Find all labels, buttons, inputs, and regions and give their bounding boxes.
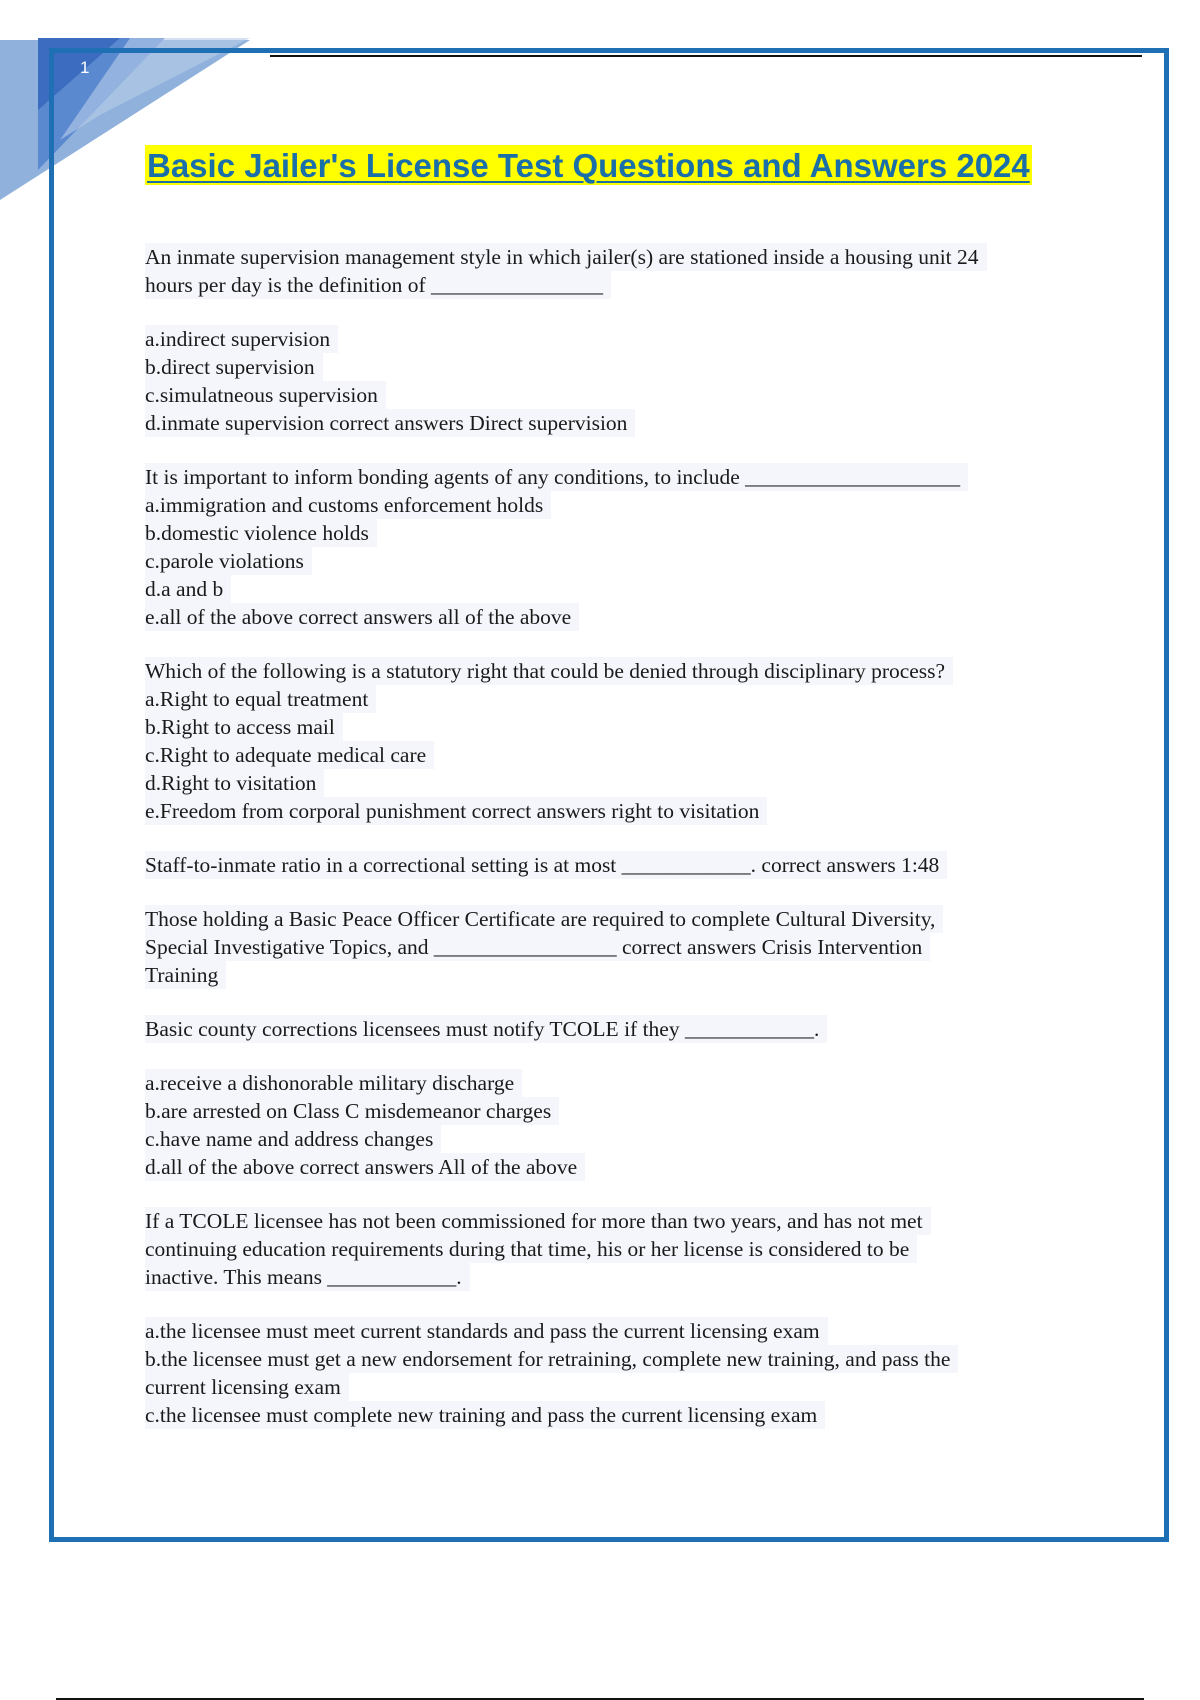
answer-option: b.Right to access mail: [145, 713, 343, 741]
question-text: Which of the following is a statutory right that could be denied through disciplinary process?: [145, 657, 953, 685]
answer-option: d.Right to visitation: [145, 769, 324, 797]
question-text: inactive. This means ____________.: [145, 1263, 470, 1291]
answer-option: c.simulatneous supervision: [145, 381, 386, 409]
question-block: [145, 1207, 1090, 1291]
answer-option: a.receive a dishonorable military discharge: [145, 1069, 522, 1097]
question-block: [145, 1015, 1090, 1043]
answer-option: c.have name and address changes: [145, 1125, 441, 1153]
question-block: [145, 463, 1090, 631]
answer-option: e.Freedom from corporal punishment correct answers right to visitation: [145, 797, 767, 825]
question-block: [145, 905, 1090, 989]
answer-option: b.domestic violence holds: [145, 519, 377, 547]
page-number: 1: [80, 58, 90, 77]
answer-option: b.are arrested on Class C misdemeanor charges: [145, 1097, 559, 1125]
question-text: An inmate supervision management style in which jailer(s) are stationed inside a housing unit 24: [145, 243, 987, 271]
answer-option: c.parole violations: [145, 547, 312, 575]
question-text: If a TCOLE licensee has not been commissioned for more than two years, and has not met: [145, 1207, 931, 1235]
question-text: Basic county corrections licensees must notify TCOLE if they ____________.: [145, 1015, 827, 1043]
question-text: Special Investigative Topics, and _________________ correct answers Crisis Intervention: [145, 933, 930, 961]
question-block: [145, 243, 1090, 299]
document-title: Basic Jailer's License Test Questions and Answers 2024: [147, 147, 1030, 184]
question-text: Training: [145, 961, 226, 989]
question-text: hours per day is the definition of ________________: [145, 271, 611, 299]
question-block: [145, 657, 1090, 825]
question-list: [145, 243, 1090, 1455]
answer-options: [145, 1317, 1090, 1429]
answer-option: e.all of the above correct answers all of the above: [145, 603, 579, 631]
answer-option: current licensing exam: [145, 1373, 349, 1401]
question-text: It is important to inform bonding agents of any conditions, to include ____________________: [145, 463, 968, 491]
answer-option: d.a and b: [145, 575, 231, 603]
answer-option: d.inmate supervision correct answers Direct supervision: [145, 409, 635, 437]
question-text: Those holding a Basic Peace Officer Certificate are required to complete Cultural Diversity,: [145, 905, 943, 933]
answer-options: [145, 325, 1090, 437]
answer-option: a.Right to equal treatment: [145, 685, 376, 713]
answer-option: d.all of the above correct answers All of the above: [145, 1153, 585, 1181]
answer-option: b.the licensee must get a new endorsement for retraining, complete new training, and pass the: [145, 1345, 958, 1373]
answer-option: a.immigration and customs enforcement holds: [145, 491, 551, 519]
question-text: continuing education requirements during that time, his or her license is considered to be: [145, 1235, 917, 1263]
answer-option: b.direct supervision: [145, 353, 323, 381]
answer-option: c.the licensee must complete new training and pass the current licensing exam: [145, 1401, 825, 1429]
answer-options: [145, 1069, 1090, 1181]
question-block: [145, 851, 1090, 879]
answer-option: a.indirect supervision: [145, 325, 338, 353]
answer-option: a.the licensee must meet current standards and pass the current licensing exam: [145, 1317, 828, 1345]
question-text: Staff-to-inmate ratio in a correctional setting is at most ____________. correct answers 1:48: [145, 851, 947, 879]
answer-option: c.Right to adequate medical care: [145, 741, 434, 769]
